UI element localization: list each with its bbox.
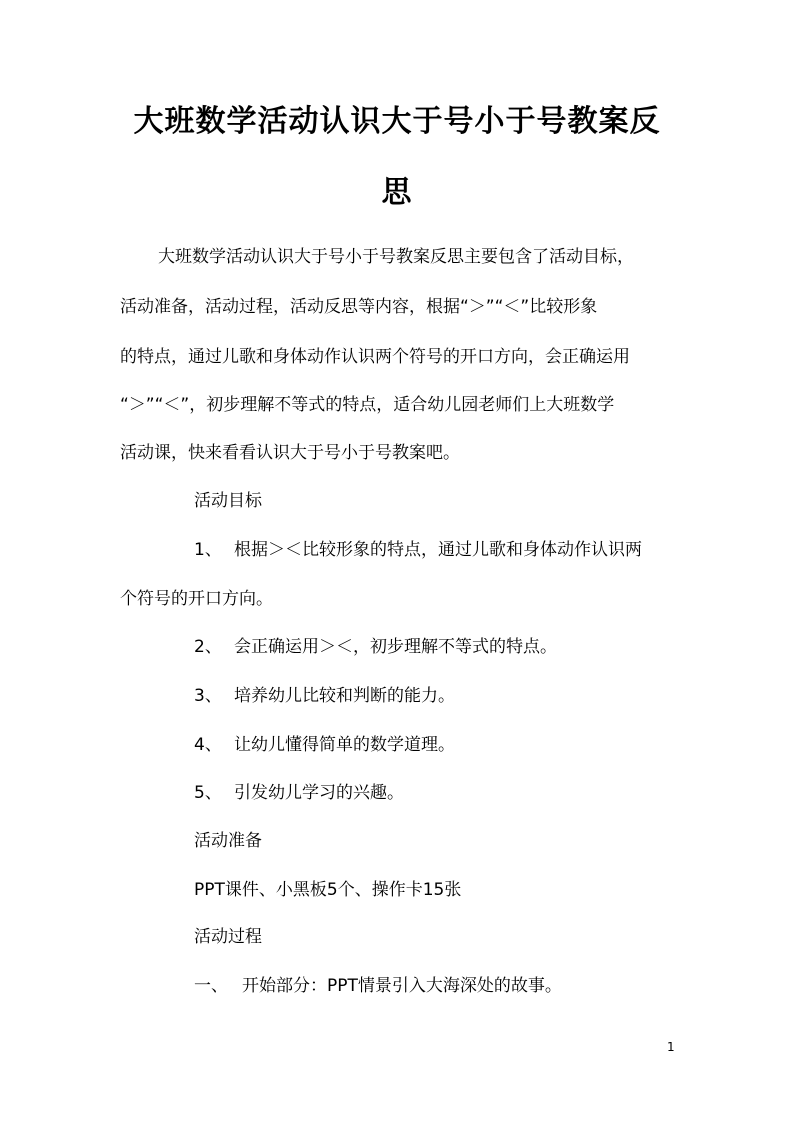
goal-item bbox=[194, 681, 455, 706]
goal-number: 5、 bbox=[194, 783, 222, 803]
section-heading-process: 活动过程 bbox=[194, 927, 262, 947]
intro-line: 活动准备，活动过程，活动反思等内容，根据“＞”“＜”比较形象 bbox=[120, 297, 598, 317]
section-heading-prep: 活动准备 bbox=[194, 831, 262, 851]
intro-line: 的特点，通过儿歌和身体动作认识两个符号的开口方向，会正确运用 bbox=[120, 347, 630, 367]
prep-text: PPT课件、小黑板5个、操作卡15张 bbox=[194, 880, 462, 900]
goal-text: 培养幼儿比较和判断的能力。 bbox=[234, 686, 455, 706]
goal-number: 1、 bbox=[194, 540, 222, 560]
goal-text: 让幼儿懂得简单的数学道理。 bbox=[234, 735, 455, 755]
section-heading-goals: 活动目标 bbox=[194, 491, 262, 511]
process-item bbox=[194, 971, 562, 996]
goal-item bbox=[194, 730, 455, 755]
goal-text: 会正确运用＞＜，初步理解不等式的特点。 bbox=[234, 637, 557, 657]
goal-item bbox=[194, 778, 404, 803]
page-number: 1 bbox=[667, 1040, 675, 1054]
goal-text: 引发幼儿学习的兴趣。 bbox=[234, 783, 404, 803]
goal-item bbox=[194, 632, 557, 657]
goal-number: 2、 bbox=[194, 637, 222, 657]
process-text: 开始部分：PPT情景引入大海深处的故事。 bbox=[242, 976, 562, 996]
goal-item bbox=[194, 535, 642, 560]
intro-line: 活动课，快来看看认识大于号小于号教案吧。 bbox=[120, 443, 460, 463]
intro-line: “＞”“＜”，初步理解不等式的特点，适合幼儿园老师们上大班数学 bbox=[120, 395, 615, 415]
goal-number: 3、 bbox=[194, 686, 222, 706]
goal-item-continuation: 个符号的开口方向。 bbox=[120, 589, 273, 609]
process-number: 一、 bbox=[194, 976, 228, 996]
document-title-line-1: 大班数学活动认识大于号小于号教案反 bbox=[133, 104, 661, 139]
document-title-line-2: 思 bbox=[381, 175, 413, 210]
goal-number: 4、 bbox=[194, 735, 222, 755]
intro-line: 大班数学活动认识大于号小于号教案反思主要包含了活动目标， bbox=[158, 247, 634, 267]
goal-text: 根据＞＜比较形象的特点，通过儿歌和身体动作认识两 bbox=[234, 540, 642, 560]
